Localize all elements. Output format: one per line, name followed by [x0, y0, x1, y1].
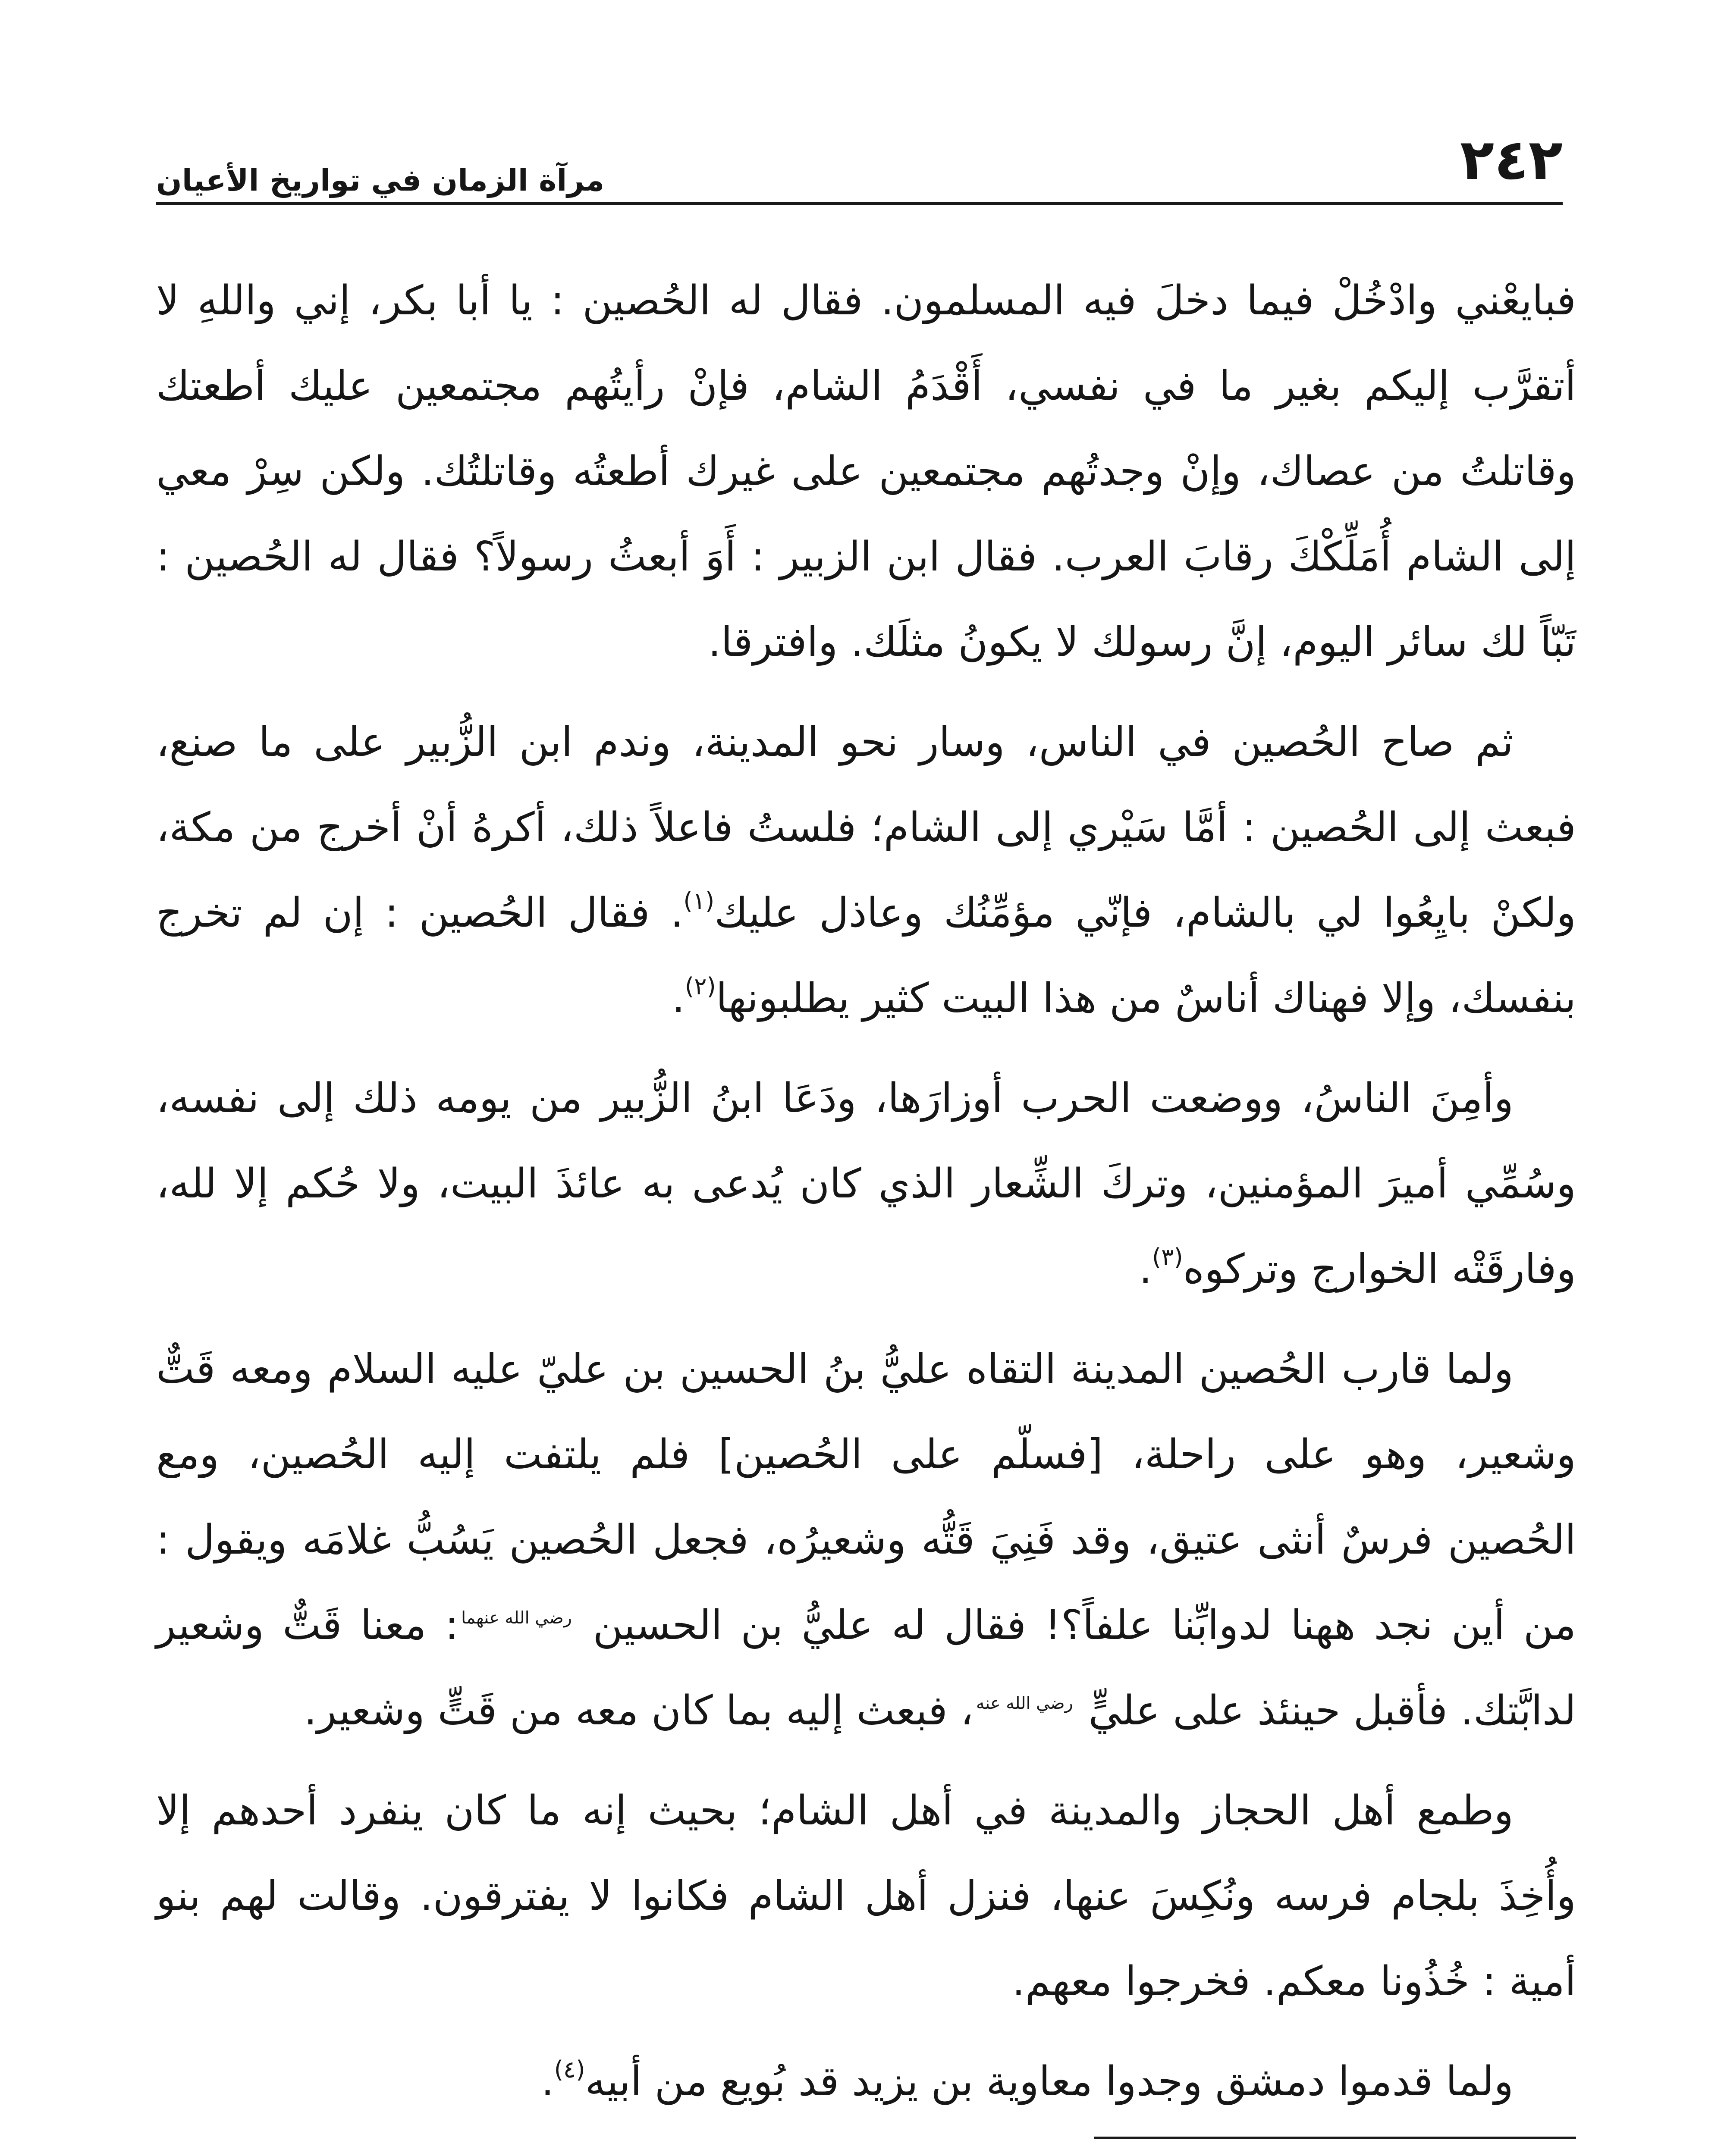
text-segment: تَبّاً لك سائر اليوم، إنَّ رسولك لا يكونُ مثلَك. وافترقا. [708, 619, 1576, 666]
text-segment: وشعير، وهو على راحلة، [فسلّم على الحُصين] فلم يلتفت إليه الحُصين، ومع [156, 1431, 1576, 1478]
text-segment: وقاتلتُ من عصاك، وإنْ وجدتُهم مجتمعين على غيرك أطعتُه وقاتلتُك. ولكن سِرْ معي [156, 448, 1576, 495]
line-text [708, 619, 1576, 666]
text-segment: . [672, 975, 685, 1022]
text-line [156, 514, 1576, 600]
page-number: ٢٤٢ [1460, 127, 1563, 192]
text-segment: ولما قارب الحُصين المدينة التقاه عليُّ بنُ الحسين بن عليّ عليه السلام ومعه قَتٌّ [156, 1346, 1514, 1393]
line-text [672, 972, 1576, 1022]
text-line [156, 1056, 1514, 1141]
paragraph [156, 2039, 1576, 2125]
line-text [156, 1160, 1576, 1207]
text-segment: بنفسك، وإلا فهناك أناسٌ من هذا البيت كثير يطلبونها [716, 975, 1576, 1022]
text-line [156, 1939, 1576, 2024]
honorific-symbol: رضي الله عنهما [461, 1608, 572, 1628]
text-line [156, 344, 1576, 429]
text-segment: فبايعْني وادْخُلْ فيما دخلَ فيه المسلمون. فقال له الحُصين : يا أبا بكر، إني واللهِ لا [156, 277, 1576, 324]
text-segment: وطمع أهل الحجاز والمدينة في أهل الشام؛ بحيث إنه ما كان ينفرد أحدهم إلا [156, 1787, 1514, 1834]
footnote-ref: (٣) [1152, 1243, 1183, 1271]
footnote-ref: (١) [683, 887, 715, 915]
text-line [156, 1583, 1576, 1668]
line-text [156, 363, 1576, 410]
text-segment: وأُخِذَ بلجام فرسه ونُكِسَ عنها، فنزل أهل الشام فكانوا لا يفترقون. وقالت لهم بنو [156, 1873, 1576, 1920]
line-text [156, 1075, 1514, 1122]
text-line [156, 1327, 1514, 1412]
header-rule [156, 202, 1563, 205]
text-line [156, 1141, 1576, 1227]
text-line [156, 700, 1514, 785]
text-segment: إلى الشام أُمَلِّكْكَ رقابَ العرب. فقال ابن الزبير : أَوَ أبعثُ رسولاً؟ فقال له الحُصين : [156, 533, 1576, 580]
paragraph [156, 700, 1576, 1041]
text-segment: ولما قدموا دمشق وجدوا معاوية بن يزيد قد بُويع من أبيه [585, 2058, 1514, 2105]
honorific-symbol: رضي الله عنه [976, 1693, 1073, 1714]
line-text [156, 887, 1576, 937]
footnote-ref: (٢) [685, 972, 716, 1000]
text-segment: أتقرَّب إليكم بغير ما في نفسي، أَقْدَمُ الشام، فإنْ رأيتُهم مجتمعين عليك أطعتك [156, 363, 1576, 410]
text-segment: فبعث إلى الحُصين : أمَّا سَيْري إلى الشام؛ فلستُ فاعلاً ذلك، أكرهُ أنْ أخرج من مكة، [156, 804, 1576, 851]
text-line [156, 956, 1576, 1041]
text-line [156, 1412, 1576, 1498]
line-text [156, 533, 1576, 580]
line-text [541, 2058, 1514, 2105]
footnote-separator [1094, 2137, 1576, 2139]
text-line [156, 1854, 1576, 1939]
paragraph [156, 1768, 1576, 2024]
line-text [156, 804, 1576, 851]
line-text [156, 1431, 1576, 1478]
text-segment: أمية : خُذُونا معكم. فخرجوا معهم. [1012, 1958, 1576, 2005]
text-segment: وأمِنَ الناسُ، ووضعت الحرب أوزارَها، ودَعَا ابنُ الزُّبير من يومه ذلك إلى نفسه، [156, 1075, 1514, 1122]
line-text [156, 1346, 1514, 1393]
line-text [156, 1602, 1576, 1649]
text-line [156, 600, 1576, 685]
text-line [156, 785, 1576, 871]
line-text [156, 448, 1576, 495]
line-text [156, 1873, 1576, 1920]
line-text [156, 1517, 1576, 1564]
text-segment: لدابَّتك. فأقبل حينئذ على عليٍّ [1075, 1687, 1576, 1734]
text-line [156, 2039, 1514, 2125]
line-text [304, 1687, 1576, 1734]
body-text [156, 258, 1576, 2125]
text-segment: الحُصين فرسٌ أنثى عتيق، وقد فَنِيَ قَتُّه وشعيرُه، فجعل الحُصين يَسُبُّ غلامَه ويقول : [156, 1517, 1576, 1564]
running-title: مرآة الزمان في تواريخ الأعيان [156, 163, 605, 198]
line-text [156, 719, 1514, 766]
text-segment: : معنا قَتٌّ وشعير [156, 1602, 459, 1649]
line-text [1139, 1243, 1576, 1293]
text-line [156, 1498, 1576, 1583]
text-segment: ثم صاح الحُصين في الناس، وسار نحو المدينة، وندم ابن الزُّبير على ما صنع، [156, 719, 1514, 766]
text-segment: وفارقَتْه الخوارج وتركوه [1183, 1246, 1576, 1293]
paragraph [156, 258, 1576, 685]
line-text [156, 1787, 1514, 1834]
paragraph [156, 1056, 1576, 1312]
text-line [156, 1668, 1576, 1754]
text-segment: ولكنْ بايِعُوا لي بالشام، فإنّي مؤمِّنُك وعاذل عليك [714, 890, 1576, 937]
text-segment: وسُمِّي أميرَ المؤمنين، وتركَ الشِّعار الذي كان يُدعى به عائذَ البيت، ولا حُكم إلا لله، [156, 1160, 1576, 1207]
text-line [156, 871, 1576, 956]
text-line [156, 1768, 1514, 1854]
text-line [156, 258, 1576, 344]
text-segment: . فقال الحُصين : إن لم تخرج [156, 890, 684, 937]
line-text [1012, 1958, 1576, 2005]
text-segment: . [1139, 1246, 1152, 1293]
footnote-ref: (٤) [554, 2056, 585, 2084]
paragraph [156, 1327, 1576, 1754]
text-line [156, 1227, 1576, 1312]
text-segment: ، فبعث إليه بما كان معه من قَتٍّ وشعير. [304, 1687, 973, 1734]
text-segment: من أين نجد ههنا لدوابِّنا علفاً؟! فقال له عليُّ بن الحسين [574, 1602, 1576, 1649]
line-text [156, 277, 1576, 324]
text-segment: . [541, 2058, 554, 2105]
text-line [156, 429, 1576, 514]
